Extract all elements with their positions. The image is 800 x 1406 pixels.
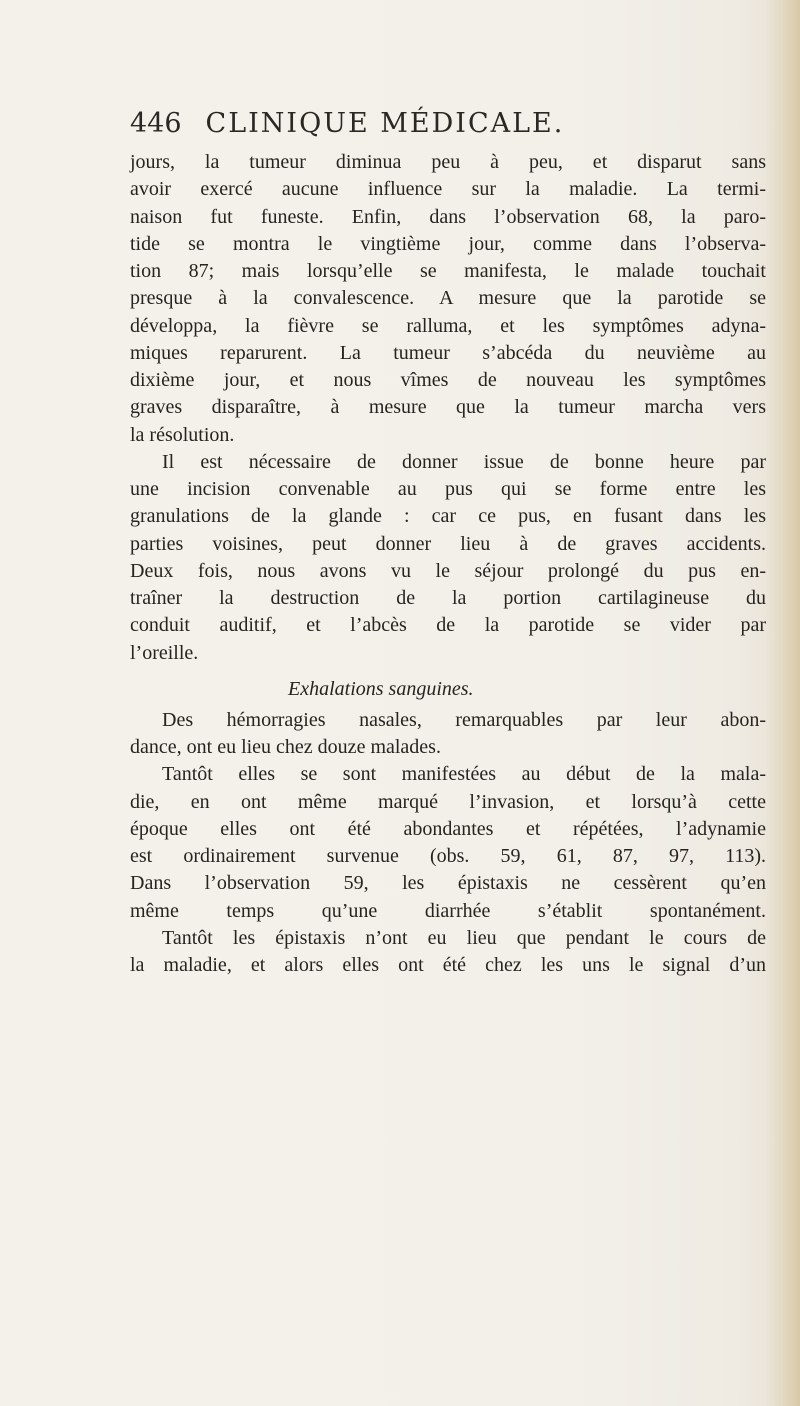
page-edge-shadow [766, 0, 800, 1406]
text-line: époque elles ont été abondantes et répétées, l’adynamie [130, 817, 766, 840]
text-line: Tantôt elles se sont manifestées au début de la mala- [162, 763, 766, 786]
text-line: conduit auditif, et l’abcès de la parotide se vider par [130, 614, 766, 637]
text-line: die, en ont même marqué l’invasion, et lorsqu’à cette [130, 790, 766, 813]
running-head: CLINIQUE MÉDICALE. [205, 108, 565, 139]
text-line: Des hémorragies nasales, remarquables par leur abon- [162, 708, 766, 731]
section-heading: Exhalations sanguines. [288, 677, 474, 700]
text-line: dixième jour, et nous vîmes de nouveau les symptômes [130, 369, 766, 391]
text-line: avoir exercé aucune influence sur la maladie. La termi- [130, 178, 766, 201]
text-line: tion 87; mais lorsqu’elle se manifesta, le malade touchait [130, 260, 766, 282]
text-line: tide se montra le vingtième jour, comme dans l’observa- [130, 232, 766, 255]
text-line: développa, la fièvre se ralluma, et les symptômes adyna- [130, 314, 766, 337]
text-line: une incision convenable au pus qui se forme entre les [130, 478, 766, 500]
text-line: naison fut funeste. Enfin, dans l’observation 68, la paro- [130, 205, 766, 228]
body-text [130, 149, 766, 979]
text-line: Tantôt les épistaxis n’ont eu lieu que pendant le cours de [162, 926, 766, 949]
text-line: Deux fois, nous avons vu le séjour prolongé du pus en- [130, 559, 766, 582]
text-line: parties voisines, peut donner lieu à de graves accidents. [130, 532, 766, 555]
text-line: presque à la convalescence. A mesure que la parotide se [130, 287, 766, 310]
text-line: même temps qu’une diarrhée s’établit spontanément. [130, 899, 766, 922]
text-line: la résolution. [130, 423, 235, 446]
text-line: traîner la destruction de la portion cartilagineuse du [130, 587, 766, 609]
text-line: Il est nécessaire de donner issue de bonne heure par [162, 450, 766, 473]
page-number: 446 [130, 108, 182, 139]
text-line: miques reparurent. La tumeur s’abcéda du neuvième au [130, 341, 766, 364]
text-line: graves disparaître, à mesure que la tumeur marcha vers [130, 396, 766, 419]
text-line: dance, ont eu lieu chez douze malades. [130, 736, 441, 758]
text-line: Dans l’observation 59, les épistaxis ne cessèrent qu’en [130, 872, 766, 895]
text-line: est ordinairement survenue (obs. 59, 61, 87, 97, 113). [130, 845, 766, 867]
text-line: l’oreille. [130, 641, 199, 664]
page-header [130, 108, 750, 148]
text-line: la maladie, et alors elles ont été chez les uns le signal d’un [130, 954, 766, 976]
text-line: jours, la tumeur diminua peu à peu, et disparut sans [130, 151, 766, 173]
text-line: granulations de la glande : car ce pus, en fusant dans les [130, 505, 766, 528]
